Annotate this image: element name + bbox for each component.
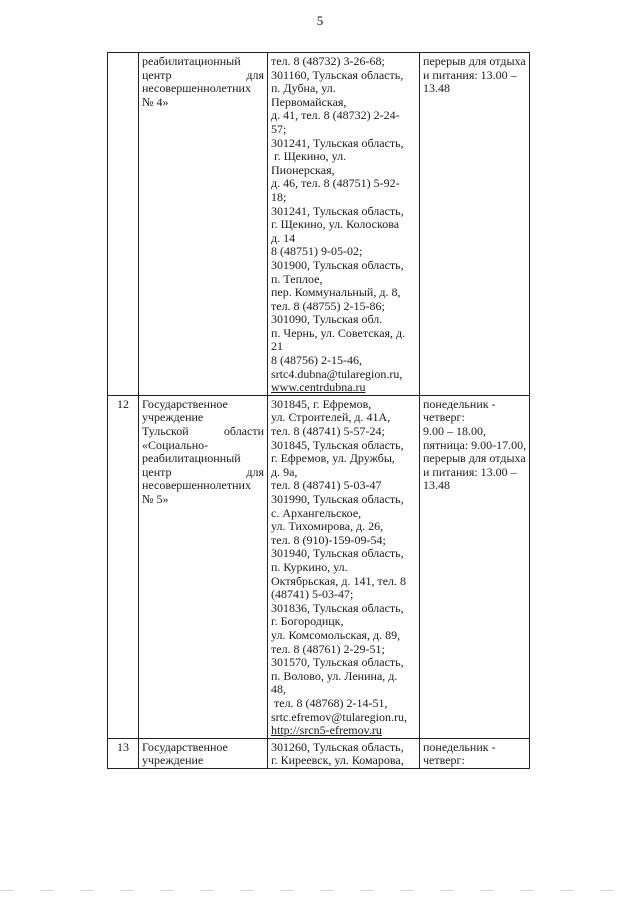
institution-name-line: № 5» [142, 492, 169, 506]
address-line: г. Богородицк, [271, 614, 344, 629]
institution-name-line: Государственное [142, 739, 228, 754]
working-hours-line: и питания: 13.00 – [423, 67, 517, 82]
address-line: 301241, Тульская область, [271, 203, 404, 218]
address-line: пер. Коммунальный, д. 8, [271, 285, 401, 300]
website-link[interactable]: http://srcn5-efremov.ru [271, 723, 382, 738]
address-line: д. 9а, [271, 464, 298, 479]
institutions-table [107, 52, 530, 769]
address-line: 301845, Тульская область, [271, 437, 404, 452]
address-line: п. Волово, ул. Ленина, д. [271, 668, 398, 683]
address-cell [268, 738, 420, 768]
working-hours-cell [420, 738, 530, 768]
address-line: тел. 8 (48768) 2-14-51, [271, 695, 388, 710]
working-hours-cell [420, 395, 530, 738]
address-line: г. Ефремов, ул. Дружбы, [271, 451, 395, 466]
institution-name-line: учреждение [142, 753, 204, 768]
address-line: 301836, Тульская область, [271, 600, 404, 615]
address-line: тел. 8 (910)-159-09-54; [271, 532, 386, 547]
address-line: 301990, Тульская область, [271, 492, 404, 506]
institution-name-line: «Социально- [142, 437, 209, 452]
working-hours-line: четверг: [423, 410, 465, 425]
table-row [108, 395, 530, 738]
address-line: 8 (48756) 2-15-46, [271, 353, 362, 368]
working-hours-line: понедельник - [423, 396, 496, 411]
address-cell [268, 395, 420, 738]
address-line: тел. 8 (48732) 3-26-68; [271, 54, 385, 68]
address-line: с. Архангельское, [271, 505, 362, 520]
working-hours-line: перерыв для отдыха [423, 451, 526, 466]
address-line: г. Киреевск, ул. Комарова, [271, 753, 404, 768]
table-row [108, 53, 530, 396]
address-line: д. 46, тел. 8 (48751) 5-92- [271, 176, 400, 191]
institution-name-line: реабилитационный [142, 54, 241, 68]
address-line: 301090, Тульская обл. [271, 312, 383, 327]
address-line: ул. Комсомольская, д. 89, [271, 627, 401, 642]
address-line: 21 [271, 339, 283, 354]
institution-name-line: несовершеннолетних [142, 478, 251, 493]
address-line: г. Щекино, ул. Колоскова [271, 217, 400, 232]
working-hours-line: 13.48 [423, 478, 450, 493]
address-line: 301900, Тульская область, [271, 257, 404, 272]
institution-name-cell [139, 738, 268, 768]
table-body [108, 53, 530, 769]
address-line: д. 14 [271, 230, 296, 245]
institution-name-line: центр для [142, 67, 264, 82]
address-line: 301845, г. Ефремов, [271, 396, 372, 411]
address-line: Октябрьская, д. 141, тел. 8 [271, 573, 407, 588]
address-line: 48, [271, 682, 286, 697]
address-line: п. Куркино, ул. [271, 559, 348, 574]
address-line: 57; [271, 121, 287, 136]
address-line: Первомайская, [271, 94, 347, 109]
institution-name-line: учреждение [142, 410, 204, 425]
address-line: 301570, Тульская область, [271, 655, 404, 670]
institution-name-line: центр для [142, 464, 264, 479]
working-hours-line: четверг: [423, 753, 465, 768]
address-line: ул. Строителей, д. 41А, [271, 410, 391, 425]
address-line: 301260, Тульская область, [271, 739, 404, 754]
table-row [108, 738, 530, 768]
page-number: 5 [316, 13, 324, 28]
institution-name-line: Тульской области [142, 424, 264, 439]
working-hours-line: 9.00 – 18.00, [423, 424, 486, 439]
address-line: 301160, Тульская область, [271, 67, 404, 82]
row-number-cell: 13 [108, 738, 139, 768]
working-hours-line: перерыв для отдыха [423, 54, 526, 68]
address-line: п. Теплое, [271, 271, 323, 286]
institution-name-line: № 4» [142, 94, 169, 109]
institution-name-cell [139, 395, 268, 738]
address-line: Пионерская, [271, 162, 335, 177]
working-hours-cell [420, 53, 530, 396]
address-line: srtc.efremov@tularegion.ru, [271, 709, 408, 724]
working-hours-line: 13.48 [423, 81, 450, 96]
address-line: г. Щекино, ул. [271, 149, 347, 164]
address-line: 301940, Тульская область, [271, 546, 404, 561]
institution-name-line: Государственное [142, 396, 228, 411]
row-number-cell: 12 [108, 395, 139, 738]
address-cell [268, 53, 420, 396]
address-line: 301241, Тульская область, [271, 135, 404, 150]
institution-name-cell [139, 53, 268, 396]
address-line: srtc4.dubna@tularegion.ru, [271, 366, 403, 381]
working-hours-line: понедельник - [423, 739, 496, 754]
website-link[interactable]: www.centrdubna.ru [271, 380, 366, 395]
row-number-cell [108, 53, 139, 396]
institution-name-line: реабилитационный [142, 451, 241, 466]
address-line: тел. 8 (48755) 2-15-86; [271, 298, 385, 313]
address-line: 8 (48751) 9-05-02; [271, 244, 363, 259]
address-line: п. Дубна, ул. [271, 81, 336, 96]
address-line: 18; [271, 189, 287, 204]
institution-name-line: несовершеннолетних [142, 81, 251, 96]
address-line: п. Чернь, ул. Советская, д. [271, 325, 406, 340]
address-line: тел. 8 (48761) 2-29-51; [271, 641, 385, 656]
scan-artifact-line [0, 890, 640, 891]
address-line: ул. Тихомирова, д. 26, [271, 519, 384, 534]
address-line: (48741) 5-03-47; [271, 587, 354, 602]
working-hours-line: пятница: 9.00-17.00, [423, 437, 527, 452]
address-line: тел. 8 (48741) 5-57-24; [271, 424, 385, 439]
working-hours-line: и питания: 13.00 – [423, 464, 517, 479]
address-line: тел. 8 (48741) 5-03-47 [271, 478, 382, 493]
address-line: д. 41, тел. 8 (48732) 2-24- [271, 108, 400, 123]
